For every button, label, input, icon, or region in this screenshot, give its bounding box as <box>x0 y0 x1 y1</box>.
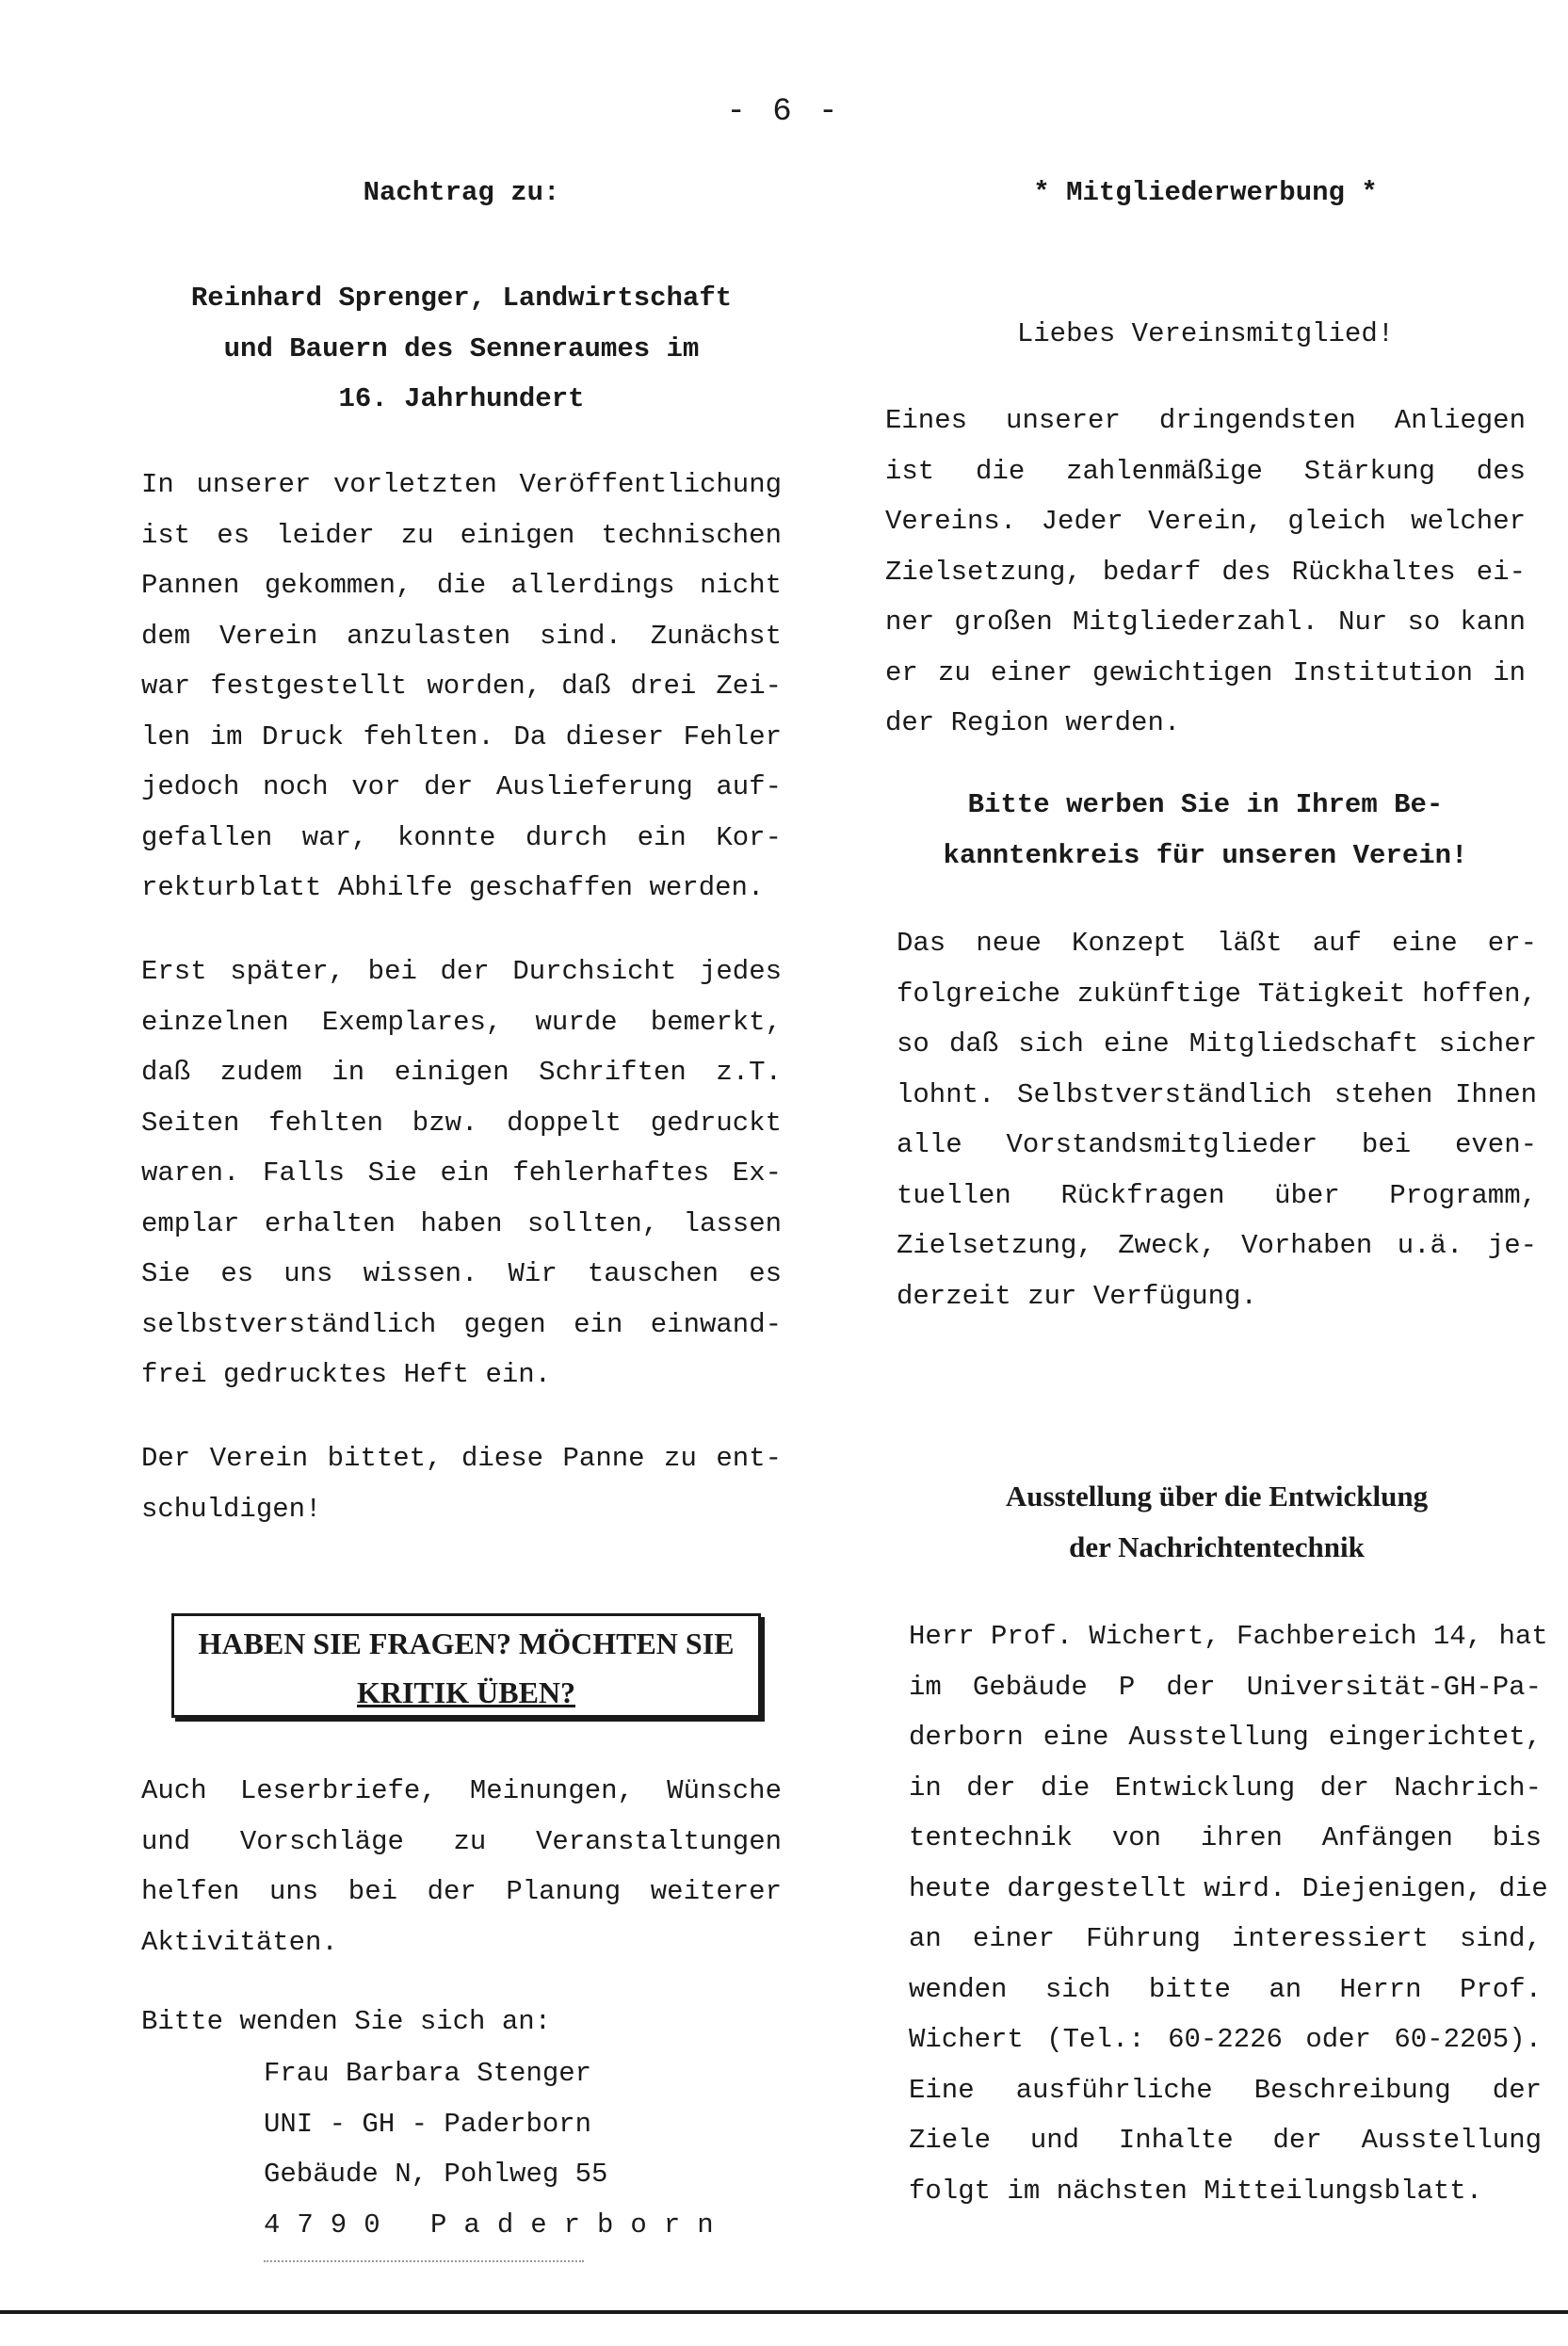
text-line: Eines unserer dringendsten Anliegen <box>885 405 1526 436</box>
text-line: Aktivitäten. <box>141 1926 338 1958</box>
text-line: Auch Leserbriefe, Meinungen, Wünsche <box>141 1775 782 1806</box>
box-line: KRITIK ÜBEN? <box>356 1675 576 1709</box>
text-line: folgt im nächsten Mitteilungsblatt. <box>909 2175 1483 2207</box>
text-line: Zielsetzung, bedarf des Rückhaltes ei- <box>885 556 1526 588</box>
text-line: helfen uns bei der Planung weiterer <box>141 1876 782 1907</box>
left-paragraph-2 <box>141 946 782 1400</box>
appeal-line: kanntenkreis für unseren Verein! <box>943 839 1468 871</box>
text-line: Zielsetzung, Zweck, Vorhaben u.ä. je- <box>897 1230 1537 1261</box>
text-line: er zu einer gewichtigen Institution in <box>885 656 1526 688</box>
text-line: im Gebäude P der Universität-GH-Pa- <box>909 1671 1542 1703</box>
right-paragraph-1 <box>885 396 1526 749</box>
text-line: tentechnik von ihren Anfängen bis <box>909 1822 1542 1853</box>
text-line: an einer Führung interessiert sind, <box>909 1923 1542 1954</box>
text-line: so daß sich eine Mitgliedschaft sicher <box>897 1028 1537 1060</box>
exhibition-title-line: Ausstellung über die Entwicklung <box>1005 1480 1429 1513</box>
appeal-line: Bitte werben Sie in Ihrem Be- <box>967 789 1444 820</box>
text-line: und Vorschläge zu Veranstaltungen <box>141 1825 782 1857</box>
text-line: heute dargestellt wird. Diejenigen, die <box>909 1872 1548 1904</box>
text-line: emplar erhalten haben sollten, lassen <box>141 1207 782 1239</box>
address-line: 4790 Paderborn <box>264 2208 731 2241</box>
text-line: derborn eine Ausstellung eingerichtet, <box>909 1722 1542 1753</box>
bottom-rule <box>0 2310 1568 2314</box>
text-line: ist die zahlenmäßige Stärkung des <box>885 455 1526 487</box>
membership-appeal <box>885 780 1526 881</box>
text-line: Wichert (Tel.: 60-2226 oder 60-2205). <box>909 2024 1542 2055</box>
text-line: rekturblatt Abhilfe geschaffen werden. <box>141 872 765 903</box>
salutation: Liebes Vereinsmitglied! <box>1016 318 1395 349</box>
questions-box <box>171 1613 761 1718</box>
left-heading: Nachtrag zu: <box>363 177 560 208</box>
text-line: ist es leider zu einigen technischen <box>141 519 782 551</box>
text-line: derzeit zur Verfügung. <box>897 1280 1257 1312</box>
page-number: - 6 - <box>726 94 842 130</box>
text-line: dem Verein anzulasten sind. Zunächst <box>141 620 782 652</box>
address-line: UNI - GH - Paderborn <box>264 2108 592 2140</box>
text-line: in der die Entwicklung der Nachrich- <box>909 1772 1542 1804</box>
text-line: der Region werden. <box>885 707 1181 738</box>
text-line: waren. Falls Sie ein fehlerhaftes Ex- <box>141 1157 782 1189</box>
text-line: In unserer vorletzten Veröffentlichung <box>141 469 782 500</box>
text-line: jedoch noch vor der Auslieferung auf- <box>141 771 782 802</box>
text-line: Pannen gekommen, die allerdings nicht <box>141 570 782 601</box>
right-paragraph-3 <box>909 1611 1548 2216</box>
box-line: HABEN SIE FRAGEN? MÖCHTEN SIE <box>198 1626 735 1660</box>
left-paragraph-3 <box>141 1433 782 1534</box>
right-paragraph-2 <box>897 918 1537 1321</box>
left-paragraph-4 <box>141 1766 782 1967</box>
text-line: len im Druck fehlten. Da dieser Fehler <box>141 720 782 752</box>
text-line: schuldigen! <box>141 1493 322 1525</box>
right-heading: * Mitgliederwerbung * <box>1033 177 1378 208</box>
title-line: Reinhard Sprenger, Landwirtschaft <box>190 283 733 314</box>
text-line: Seiten fehlten bzw. doppelt gedruckt <box>141 1107 782 1139</box>
exhibition-title-line: der Nachrichtentechnik <box>1069 1529 1365 1563</box>
text-line: wenden sich bitte an Herrn Prof. <box>909 1973 1542 2005</box>
address-line: Gebäude N, Pohlweg 55 <box>264 2159 608 2190</box>
dotted-trace <box>264 2260 584 2262</box>
text-line: Vereins. Jeder Verein, gleich welcher <box>885 506 1526 537</box>
article-title <box>141 273 782 425</box>
text-line: ner großen Mitgliederzahl. Nur so kann <box>885 607 1526 638</box>
contact-address <box>264 2048 731 2250</box>
text-line: einzelnen Exemplares, wurde bemerkt, <box>141 1006 782 1038</box>
contact-intro: Bitte wenden Sie sich an: <box>141 2006 552 2037</box>
text-line: Das neue Konzept läßt auf eine er- <box>897 928 1537 959</box>
text-line: gefallen war, konnte durch ein Kor- <box>141 821 782 853</box>
text-line: Erst später, bei der Durchsicht jedes <box>141 956 782 987</box>
title-line: und Bauern des Senneraumes im <box>223 332 700 364</box>
text-line: Ziele und Inhalte der Ausstellung <box>909 2125 1542 2156</box>
left-paragraph-1 <box>141 460 782 914</box>
text-line: Eine ausführliche Beschreibung der <box>909 2074 1542 2106</box>
address-line: Frau Barbara Stenger <box>264 2058 592 2089</box>
text-line: Der Verein bittet, diese Panne zu ent- <box>141 1443 782 1474</box>
text-line: daß zudem in einigen Schriften z.T. <box>141 1057 782 1088</box>
text-line: alle Vorstandsmitglieder bei even- <box>897 1129 1537 1160</box>
text-line: Herr Prof. Wichert, Fachbereich 14, hat <box>909 1621 1548 1652</box>
text-line: folgreiche zukünftige Tätigkeit hoffen, <box>897 978 1537 1010</box>
title-line: 16. Jahrhundert <box>338 383 585 414</box>
text-line: Sie es uns wissen. Wir tauschen es <box>141 1258 782 1289</box>
text-line: tuellen Rückfragen über Programm, <box>897 1179 1537 1211</box>
text-line: selbstverständlich gegen ein einwand- <box>141 1308 782 1340</box>
exhibition-title <box>897 1471 1537 1572</box>
text-line: lohnt. Selbstverständlich stehen Ihnen <box>897 1078 1537 1110</box>
text-line: frei gedrucktes Heft ein. <box>141 1359 552 1390</box>
text-line: war festgestellt worden, daß drei Zei- <box>141 671 782 702</box>
